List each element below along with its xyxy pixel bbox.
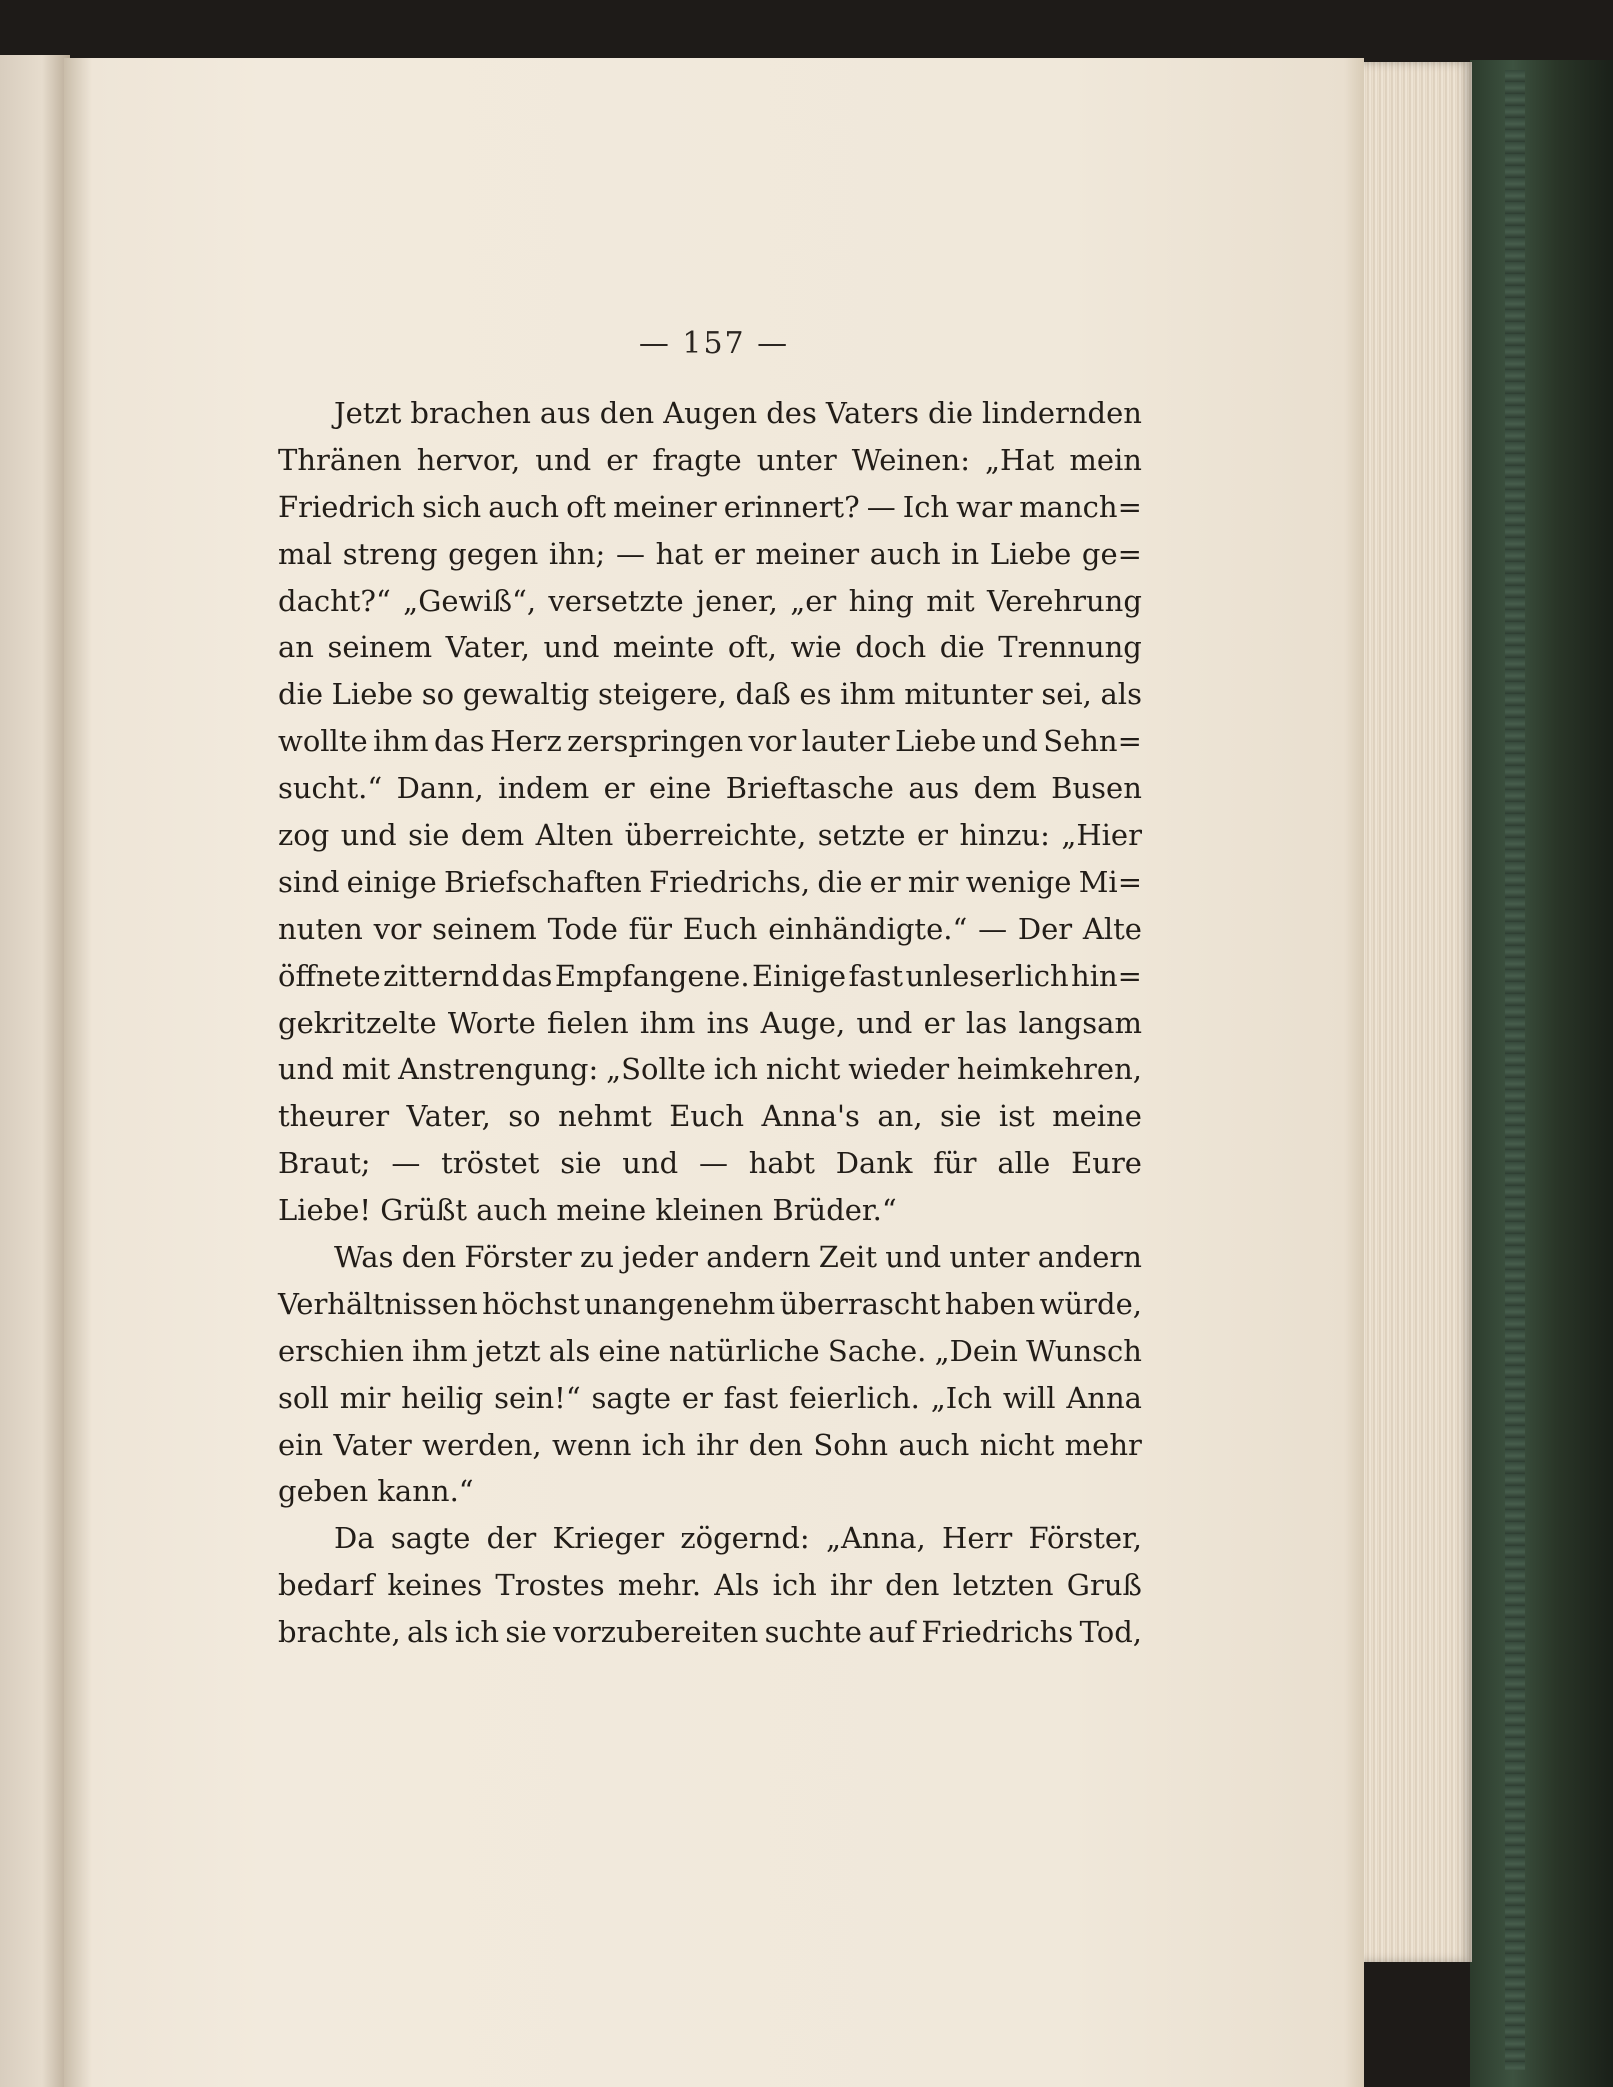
text-line: ein Vater werden, wenn ich ihr den Sohn auch nicht mehr	[278, 1427, 1142, 1462]
text-line: brachte, als ich sie vorzubereiten suchte auf Friedrichs Tod,	[278, 1615, 1142, 1650]
text-line: Friedrich sich auch oft meiner erinnert? — Ich war manch=	[278, 489, 1142, 524]
text-line: Was den Förster zu jeder andern Zeit und unter andern	[334, 1240, 1142, 1275]
text-line: theurer Vater, so nehmt Euch Anna's an, sie ist meine	[278, 1099, 1142, 1134]
text-line: geben kann.“	[278, 1474, 474, 1509]
text-line: an seinem Vater, und meinte oft, wie doch die Trennung	[278, 630, 1142, 665]
text-line: und mit Anstrengung: „Sollte ich nicht wieder heimkehren,	[278, 1052, 1142, 1087]
text-line: Liebe! Grüßt auch meine kleinen Brüder.“	[278, 1193, 897, 1228]
text-line: Thränen hervor, und er fragte unter Weinen: „Hat mein	[278, 442, 1142, 477]
text-line: sucht.“ Dann, indem er eine Brieftasche aus dem Busen	[278, 771, 1142, 806]
text-line: die Liebe so gewaltig steigere, daß es ihm mitunter sei, als	[278, 677, 1142, 712]
text-line: mal streng gegen ihn; — hat er meiner auch in Liebe ge=	[278, 536, 1142, 571]
page-stack	[1360, 62, 1472, 1962]
text-line: wollte ihm das Herz zerspringen vor lauter Liebe und Sehn=	[278, 724, 1142, 759]
text-line: bedarf keines Trostes mehr. Als ich ihr den letzten Gruß	[278, 1568, 1142, 1603]
text-line: Verhältnissen höchst unangenehm überrascht haben würde,	[278, 1286, 1142, 1321]
text-line: dacht?“ „Gewiß“, versetzte jener, „er hing mit Verehrung	[278, 583, 1142, 618]
text-line: Braut; — tröstet sie und — habt Dank für alle Eure	[278, 1146, 1142, 1181]
book-cover-edge	[1505, 70, 1525, 2070]
text-line: öffnete zitternd das Empfangene. Einige fast unleserlich hin=	[278, 958, 1142, 993]
text-line: erschien ihm jetzt als eine natürliche Sache. „Dein Wunsch	[278, 1333, 1142, 1368]
text-line: Jetzt brachen aus den Augen des Vaters die lindernden	[334, 396, 1142, 430]
text-line: nuten vor seinem Tode für Euch einhändigte.“ — Der Alte	[278, 911, 1142, 946]
text-line: Da sagte der Krieger zögernd: „Anna, Herr Förster,	[334, 1521, 1142, 1556]
text-line: gekritzelte Worte fielen ihm ins Auge, und er las langsam	[278, 1005, 1142, 1040]
book-cover-right	[1470, 60, 1613, 2087]
text-line: soll mir heilig sein!“ sagte er fast feierlich. „Ich will Anna	[278, 1380, 1142, 1415]
text-line: zog und sie dem Alten überreichte, setzte er hinzu: „Hier	[278, 818, 1142, 853]
book-page	[64, 58, 1364, 2087]
page-number: — 157 —	[638, 326, 790, 361]
page-text	[278, 390, 1142, 1656]
left-page-edge	[0, 55, 70, 2087]
text-line: sind einige Briefschaften Friedrichs, die er mir wenige Mi=	[278, 864, 1142, 899]
